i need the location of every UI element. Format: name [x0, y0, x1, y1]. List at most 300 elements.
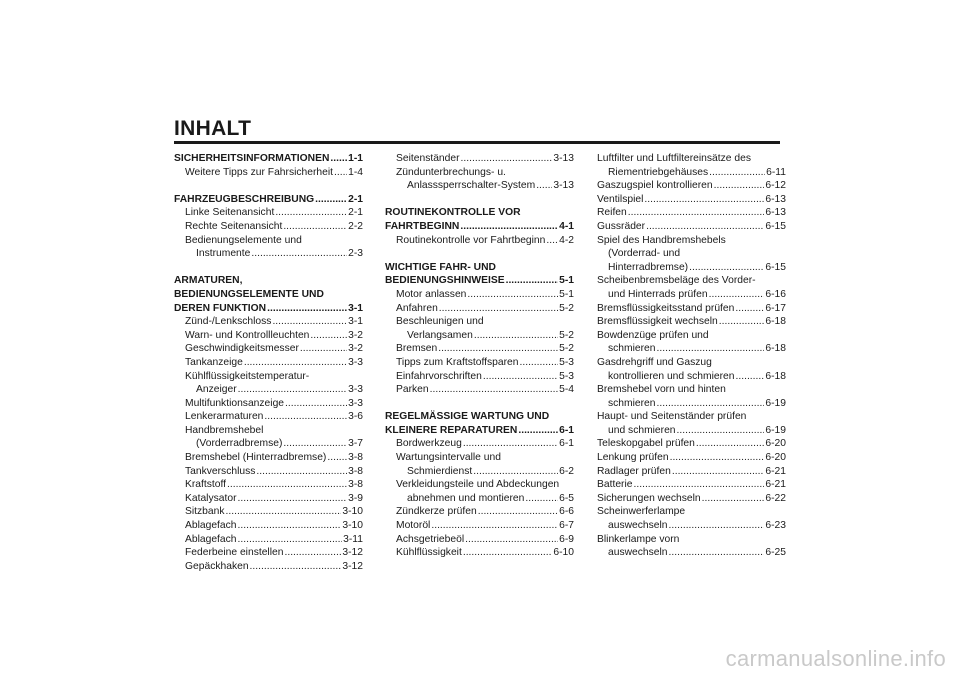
toc-page-number: 6-20	[765, 438, 786, 450]
toc-leader-dots	[628, 206, 765, 220]
toc-section	[174, 193, 363, 261]
toc-entry	[597, 329, 786, 343]
toc-entry-label: und schmieren	[608, 424, 676, 436]
toc-entry	[174, 356, 363, 370]
toc-page-number: 3-8	[348, 479, 363, 491]
toc-leader-dots	[646, 220, 764, 234]
toc-leader-dots	[677, 424, 765, 438]
toc-page-number: 6-10	[553, 547, 574, 559]
toc-entry-label: Tankanzeige	[185, 356, 243, 368]
toc-page-number: 6-13	[765, 207, 786, 219]
toc-entry	[597, 533, 786, 547]
toc-leader-dots	[310, 329, 347, 343]
toc-page-number: 6-18	[765, 370, 786, 382]
toc-entry	[385, 424, 574, 438]
toc-page-number: 6-6	[559, 506, 574, 518]
toc-entry	[385, 356, 574, 370]
toc-leader-dots	[461, 152, 553, 166]
toc-entry	[597, 220, 786, 234]
toc-entry	[174, 465, 363, 479]
toc-page-number: 3-8	[348, 465, 363, 477]
toc-entry	[385, 274, 574, 288]
toc-entry	[597, 492, 786, 506]
toc-leader-dots	[644, 193, 764, 207]
toc-entry	[385, 492, 574, 506]
toc-page-number: 3-3	[348, 384, 363, 396]
toc-page-number: 3-1	[348, 302, 363, 314]
toc-entry	[385, 315, 574, 329]
toc-entry-label: auswechseln	[608, 520, 668, 532]
toc-column-3	[597, 152, 786, 573]
toc-entry-label: Zündkerze prüfen	[396, 506, 477, 518]
toc-leader-dots	[546, 234, 558, 248]
toc-leader-dots	[330, 152, 347, 166]
toc-leader-dots	[463, 546, 553, 560]
toc-entry	[385, 546, 574, 560]
toc-page-number: 6-21	[765, 465, 786, 477]
toc-entry	[385, 519, 574, 533]
toc-leader-dots	[689, 261, 764, 275]
toc-page-number: 1-1	[348, 153, 363, 164]
toc-leader-dots	[525, 492, 558, 506]
toc-entry	[597, 478, 786, 492]
toc-page-number: 3-3	[348, 397, 363, 409]
toc-entry-label: Gaszugspiel kontrollieren	[597, 180, 713, 192]
toc-entry	[597, 451, 786, 465]
toc-entry	[597, 505, 786, 519]
toc-leader-dots	[478, 505, 558, 519]
toc-entry	[597, 166, 786, 180]
toc-entry-label: Linke Seitenansicht	[185, 207, 275, 219]
toc-entry	[597, 437, 786, 451]
toc-entry-label: Anzeiger	[196, 384, 237, 396]
toc-entry	[174, 206, 363, 220]
toc-entry-label: Achsgetriebeöl	[396, 533, 465, 545]
toc-entry	[597, 247, 786, 261]
toc-entry-label: Zündunterbrechungs- u.	[396, 166, 506, 178]
toc-page-number: 3-6	[348, 411, 363, 423]
toc-leader-dots	[238, 492, 348, 506]
toc-entry	[174, 247, 363, 261]
toc-entry	[385, 329, 574, 343]
toc-page-number: 3-12	[342, 560, 363, 572]
toc-page-number: 3-11	[343, 533, 363, 545]
toc-page-number: 6-1	[559, 424, 574, 436]
toc-leader-dots	[702, 492, 765, 506]
toc-page-number: 3-7	[348, 438, 363, 450]
toc-entry-label: Zünd-/Lenkschloss	[185, 316, 272, 328]
toc-entry-label: Bordwerkzeug	[396, 438, 462, 450]
toc-entry	[174, 397, 363, 411]
toc-leader-dots	[709, 288, 765, 302]
toc-entry	[597, 424, 786, 438]
toc-entry-label: Tipps zum Kraftstoffsparen	[396, 356, 519, 368]
toc-page-number: 3-13	[553, 180, 574, 192]
toc-leader-dots	[267, 302, 347, 316]
toc-entry-label: Hinterradbremse)	[608, 261, 689, 273]
toc-leader-dots	[272, 315, 347, 329]
toc-page-number: 2-1	[348, 193, 363, 205]
toc-entry-label: SICHERHEITSINFORMATIONEN	[174, 153, 330, 164]
toc-entry	[597, 302, 786, 316]
toc-page-number: 6-19	[765, 424, 786, 436]
toc-entry	[174, 410, 363, 424]
toc-leader-dots	[334, 166, 347, 180]
toc-entry	[597, 288, 786, 302]
toc-leader-dots	[251, 247, 347, 261]
toc-entry-label: Instrumente	[196, 248, 251, 260]
toc-entry-label: WICHTIGE FAHR- UND	[385, 261, 496, 273]
toc-entry	[597, 356, 786, 370]
toc-entry-label: Katalysator	[185, 492, 237, 504]
toc-entry	[385, 533, 574, 547]
toc-entry-label: FAHRTBEGINN	[385, 220, 460, 232]
toc-entry-label: Multifunktionsanzeige	[185, 397, 285, 409]
toc-leader-dots	[300, 342, 347, 356]
toc-entry-label: Routinekontrolle vor Fahrtbeginn	[396, 234, 546, 246]
toc-page-number: 6-15	[765, 261, 786, 273]
toc-entry-label: schmieren	[608, 343, 656, 355]
toc-page-number: 5-1	[559, 275, 574, 287]
toc-entry-label: Gussräder	[597, 220, 646, 232]
toc-leader-dots	[735, 302, 764, 316]
toc-entry-label: Luftfilter und Luftfiltereinsätze des	[597, 153, 751, 164]
toc-entry-label: Lenkung prüfen	[597, 452, 669, 464]
toc-entry-label: BEDIENUNGSELEMENTE UND	[174, 288, 324, 300]
toc-leader-dots	[657, 342, 765, 356]
toc-entry	[174, 478, 363, 492]
toc-section	[385, 410, 574, 560]
toc-entry-label: Kraftstoff	[185, 479, 227, 491]
toc-entry	[597, 546, 786, 560]
toc-entry-label: Anlasssperrschalter-System	[407, 180, 536, 192]
toc-entry	[174, 533, 363, 547]
toc-entry	[385, 220, 574, 234]
toc-entry	[174, 546, 363, 560]
toc-entry	[174, 424, 363, 438]
toc-entry	[597, 410, 786, 424]
toc-leader-dots	[438, 342, 558, 356]
toc-leader-dots	[226, 505, 342, 519]
toc-entry-label: Blinkerlampe vorn	[597, 533, 680, 545]
toc-page-number: 3-9	[348, 492, 363, 504]
toc-entry-label: Parken	[396, 384, 429, 396]
toc-leader-dots	[467, 288, 558, 302]
toc-entry-label: Batterie	[597, 479, 633, 491]
toc-page-number: 6-11	[766, 166, 786, 178]
toc-page-number: 6-19	[765, 397, 786, 409]
toc-entry-label: REGELMÄSSIGE WARTUNG UND	[385, 411, 550, 423]
toc-entry	[174, 370, 363, 384]
toc-leader-dots	[244, 356, 347, 370]
toc-entry-label: Bremshebel (Hinterradbremse)	[185, 452, 327, 464]
toc-entry	[385, 302, 574, 316]
toc-entry-label: (Vorderradbremse)	[196, 438, 283, 450]
toc-entry-label: Kühlflüssigkeitstemperatur-	[185, 370, 310, 382]
toc-leader-dots	[519, 356, 558, 370]
toc-leader-dots	[264, 410, 347, 424]
toc-column-2	[385, 152, 574, 573]
toc-entry-label: Beschleunigen und	[396, 316, 484, 328]
toc-entry	[597, 370, 786, 384]
toc-entry	[385, 465, 574, 479]
toc-page-number: 3-8	[348, 452, 363, 464]
toc-entry	[174, 560, 363, 574]
toc-entry	[597, 315, 786, 329]
toc-entry-label: Bowdenzüge prüfen und	[597, 329, 709, 341]
toc-entry-label: ROUTINEKONTROLLE VOR	[385, 207, 521, 219]
toc-entry	[385, 288, 574, 302]
toc-entry	[385, 451, 574, 465]
toc-column-1	[174, 152, 363, 587]
toc-entry-label: Handbremshebel	[185, 424, 264, 436]
toc-entry-label: Sicherungen wechseln	[597, 492, 701, 504]
title-rule	[174, 141, 780, 144]
toc-page-number: 6-18	[765, 343, 786, 355]
toc-entry-label: Bremshebel vorn und hinten	[597, 384, 726, 396]
toc-leader-dots	[657, 397, 765, 411]
toc-page-number: 6-2	[559, 465, 574, 477]
toc-page-number: 6-25	[765, 547, 786, 559]
toc-page-number: 5-1	[559, 288, 574, 300]
toc-page-number: 3-1	[348, 316, 363, 328]
toc-entry	[597, 519, 786, 533]
toc-leader-dots	[460, 220, 558, 234]
toc-leader-dots	[327, 451, 347, 465]
toc-entry-label: Spiel des Handbremshebels	[597, 234, 726, 246]
toc-entry-label: ARMATUREN,	[174, 275, 243, 287]
toc-entry-label: Scheibenbremsbeläge des Vorder-	[597, 275, 756, 287]
toc-page-number: 6-12	[765, 180, 786, 192]
toc-leader-dots	[536, 179, 552, 193]
toc-entry	[385, 166, 574, 180]
toc-entry-label: FAHRZEUGBESCHREIBUNG	[174, 193, 315, 205]
toc-leader-dots	[474, 329, 558, 343]
toc-entry	[174, 152, 363, 166]
toc-page-number: 1-4	[348, 166, 363, 178]
toc-page-number: 3-10	[342, 520, 363, 532]
toc-page-number: 5-3	[559, 370, 574, 382]
toc-entry-label: Warn- und Kontrollleuchten	[185, 329, 310, 341]
toc-entry	[385, 505, 574, 519]
toc-entry	[174, 329, 363, 343]
toc-entry-label: Geschwindigkeitsmesser	[185, 343, 299, 355]
toc-entry-label: KLEINERE REPARATUREN	[385, 424, 518, 436]
toc-entry	[597, 206, 786, 220]
toc-entry	[174, 492, 363, 506]
toc-entry-label: Verkleidungsteile und Abdeckungen	[396, 479, 560, 491]
toc-entry	[385, 152, 574, 166]
toc-entry	[174, 519, 363, 533]
toc-page-number: 2-3	[348, 248, 363, 260]
toc-entry	[597, 193, 786, 207]
toc-entry-label: Ablagefach	[185, 533, 237, 545]
toc-entry	[385, 383, 574, 397]
toc-entry-label: Bremsen	[396, 343, 438, 355]
toc-entry-label: Rechte Seitenansicht	[185, 220, 283, 232]
toc-page-number: 3-12	[342, 547, 363, 559]
toc-entry-label: Lenkerarmaturen	[185, 411, 264, 423]
toc-leader-dots	[431, 519, 558, 533]
toc-entry-label: abnehmen und montieren	[407, 492, 525, 504]
toc-page-number: 6-18	[765, 316, 786, 328]
toc-entry-label: Reifen	[597, 207, 627, 219]
toc-entry	[597, 465, 786, 479]
toc-page-number: 6-7	[559, 520, 574, 532]
toc-entry-label: DEREN FUNKTION	[174, 302, 267, 314]
toc-entry	[385, 410, 574, 424]
toc-entry	[385, 179, 574, 193]
toc-page-number: 6-23	[765, 520, 786, 532]
toc-entry-label: Bremsflüssigkeitsstand prüfen	[597, 302, 735, 314]
toc-entry-label: Bedienungselemente und	[185, 234, 302, 246]
toc-leader-dots	[465, 533, 558, 547]
toc-entry	[385, 370, 574, 384]
toc-entry-label: Radlager prüfen	[597, 465, 671, 477]
toc-leader-dots	[518, 424, 558, 438]
toc-page-number: 4-2	[559, 234, 574, 246]
toc-entry	[385, 261, 574, 275]
toc-leader-dots	[283, 437, 347, 451]
toc-page-number: 5-2	[559, 302, 574, 314]
toc-entry-label: Anfahren	[396, 302, 438, 314]
toc-leader-dots	[463, 437, 558, 451]
toc-leader-dots	[284, 546, 341, 560]
toc-leader-dots	[250, 560, 342, 574]
toc-leader-dots	[227, 478, 347, 492]
toc-entry	[597, 383, 786, 397]
toc-entry-label: Kühlflüssigkeit	[396, 547, 462, 559]
toc-entry	[597, 179, 786, 193]
toc-leader-dots	[696, 437, 765, 451]
toc-section	[385, 261, 574, 397]
toc-leader-dots	[669, 546, 765, 560]
toc-entry-label: Einfahrvorschriften	[396, 370, 482, 382]
toc-page-number: 5-3	[559, 356, 574, 368]
toc-page-number: 6-22	[765, 492, 786, 504]
toc-leader-dots	[283, 220, 347, 234]
toc-leader-dots	[315, 193, 347, 207]
toc-page-number: 6-21	[765, 479, 786, 491]
toc-entry-label: schmieren	[608, 397, 656, 409]
toc-section	[597, 152, 786, 560]
toc-entry-label: Weitere Tipps zur Fahrsicherheit	[185, 166, 334, 178]
toc-leader-dots	[256, 465, 347, 479]
toc-entry-label: auswechseln	[608, 547, 668, 559]
toc-entry	[385, 478, 574, 492]
toc-entry-label: Teleskopgabel prüfen	[597, 438, 695, 450]
toc-entry-label: Wartungsintervalle und	[396, 452, 501, 464]
toc-entry-label: Ventilspiel	[597, 193, 644, 205]
toc-entry-label: Federbeine einstellen	[185, 547, 284, 559]
toc-entry-label: Haupt- und Seitenständer prüfen	[597, 411, 747, 423]
toc-entry	[174, 234, 363, 248]
toc-entry	[174, 505, 363, 519]
toc-page-number: 6-20	[765, 452, 786, 464]
toc-entry	[597, 152, 786, 166]
toc-leader-dots	[439, 302, 558, 316]
toc-page-number: 6-9	[559, 533, 574, 545]
toc-page-number: 6-1	[559, 438, 574, 450]
toc-entry-label: Seitenständer	[396, 153, 460, 164]
toc-entry-label: Motor anlassen	[396, 288, 467, 300]
toc-entry-label: Ablagefach	[185, 520, 237, 532]
toc-section	[174, 274, 363, 573]
toc-page-number: 6-15	[765, 220, 786, 232]
toc-page-number: 3-10	[342, 506, 363, 518]
toc-entry	[174, 274, 363, 288]
toc-entry-label: Scheinwerferlampe	[597, 506, 686, 518]
toc-entry-label: Riementriebgehäuses	[608, 166, 709, 178]
toc-entry-label: kontrollieren und schmieren	[608, 370, 735, 382]
toc-leader-dots	[670, 451, 765, 465]
toc-entry-label: (Vorderrad- und	[608, 248, 681, 260]
toc-entry	[174, 288, 363, 302]
toc-page-number: 4-1	[559, 220, 574, 232]
toc-leader-dots	[709, 166, 765, 180]
toc-entry-label: Gepäckhaken	[185, 560, 249, 572]
toc-leader-dots	[430, 383, 558, 397]
toc-page-number: 2-1	[348, 207, 363, 219]
toc-page-number: 3-2	[348, 329, 363, 341]
watermark-text: carmanualsonline.info	[725, 646, 946, 671]
toc-entry	[174, 342, 363, 356]
toc-entry	[385, 206, 574, 220]
toc-entry	[174, 451, 363, 465]
toc-entry	[174, 166, 363, 180]
toc-entry	[174, 193, 363, 207]
toc-entry-label: BEDIENUNGSHINWEISE	[385, 275, 505, 287]
toc-leader-dots	[634, 478, 765, 492]
toc-entry	[385, 342, 574, 356]
toc-entry-label: und Hinterrads prüfen	[608, 288, 708, 300]
toc-entry	[174, 220, 363, 234]
toc-page-number: 6-13	[765, 193, 786, 205]
toc-entry	[174, 302, 363, 316]
toc-leader-dots	[238, 519, 342, 533]
toc-section	[385, 206, 574, 247]
toc-entry-label: Verlangsamen	[407, 329, 473, 341]
toc-entry	[174, 437, 363, 451]
toc-section	[385, 152, 574, 193]
toc-leader-dots	[275, 206, 347, 220]
toc-entry	[597, 397, 786, 411]
toc-entry	[174, 383, 363, 397]
toc-page-number: 3-13	[553, 153, 574, 164]
toc-page-number: 2-2	[348, 220, 363, 232]
toc-page-number: 6-5	[559, 492, 574, 504]
toc-leader-dots	[669, 519, 765, 533]
toc-page-number: 6-16	[765, 288, 786, 300]
toc-entry-label: Sitzbank	[185, 506, 225, 518]
toc-entry	[597, 234, 786, 248]
toc-leader-dots	[714, 179, 765, 193]
toc-leader-dots	[285, 397, 347, 411]
toc-page-number: 6-17	[765, 302, 786, 314]
toc-page-number: 3-2	[348, 343, 363, 355]
toc-leader-dots	[736, 370, 765, 384]
toc-leader-dots	[719, 315, 765, 329]
toc-page-number: 5-2	[559, 329, 574, 341]
toc-entry-label: Tankverschluss	[185, 465, 256, 477]
toc-leader-dots	[672, 465, 765, 479]
toc-entry	[385, 234, 574, 248]
toc-entry-label: Motoröl	[396, 520, 431, 532]
toc-leader-dots	[238, 383, 347, 397]
toc-entry	[597, 261, 786, 275]
toc-entry	[597, 342, 786, 356]
toc-leader-dots	[473, 465, 558, 479]
